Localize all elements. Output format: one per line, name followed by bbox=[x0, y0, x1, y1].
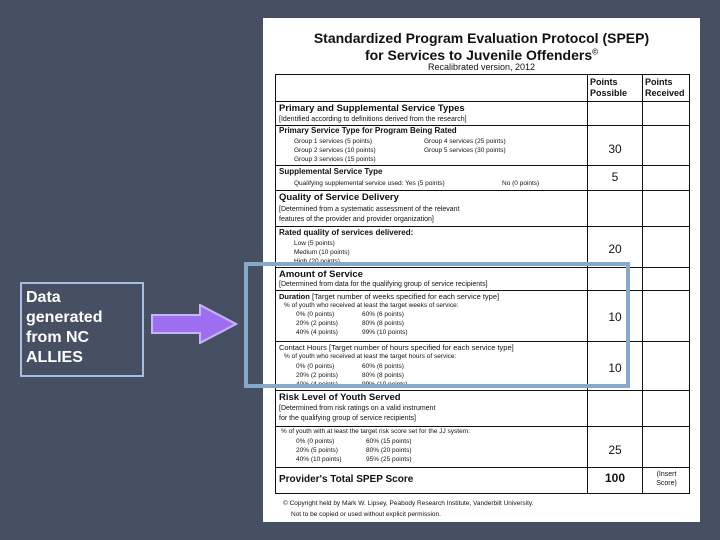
section-primary-note: [Identified according to definitions derived from the research] bbox=[279, 116, 467, 123]
section-quality-title: Quality of Service Delivery bbox=[279, 192, 399, 203]
supplemental-line: Qualifying supplemental service used: Yes (5 points) bbox=[294, 180, 445, 187]
contact-item: 40% (4 points) bbox=[296, 381, 338, 388]
amount-of-service-highlight bbox=[244, 262, 630, 388]
contact-item: 80% (8 points) bbox=[362, 372, 404, 379]
row-divider bbox=[276, 390, 689, 391]
document-title: Standardized Program Evaluation Protocol (SPEP) bbox=[313, 30, 650, 46]
quality-item: Medium (10 points) bbox=[294, 249, 350, 256]
contact-item: 60% (6 points) bbox=[362, 363, 404, 370]
row-divider bbox=[276, 467, 689, 468]
row-divider bbox=[276, 226, 689, 227]
document-subtitle bbox=[263, 47, 700, 63]
column-divider bbox=[642, 75, 643, 493]
supplemental-title: Supplemental Service Type bbox=[279, 167, 383, 176]
duration-points: 10 bbox=[608, 310, 622, 324]
group-item: Group 2 services (10 points) bbox=[294, 147, 376, 154]
risk-note: [Determined from risk ratings on a valid instrument bbox=[279, 405, 436, 412]
copyright-line: © Copyright held by Mark W. Lipsey, Peabody Research Institute, Vanderbilt University. bbox=[283, 500, 534, 507]
section-amount-title: Amount of Service bbox=[279, 269, 363, 280]
row-divider bbox=[276, 165, 689, 166]
risk-sub: % of youth with at least the target risk score set for the JJ system: bbox=[281, 428, 470, 435]
row-divider bbox=[276, 426, 689, 427]
contact-points: 10 bbox=[608, 361, 622, 375]
risk-note: for the qualifying group of service recipients] bbox=[279, 415, 416, 422]
group-item: Group 1 services (5 points) bbox=[294, 138, 373, 145]
supplemental-no: No (0 points) bbox=[502, 180, 540, 187]
contact-note: [Target number of hours specified for each service type] bbox=[329, 343, 514, 352]
permission-line: Not to be copied or used without explicit permission. bbox=[291, 511, 441, 518]
risk-item: 80% (20 points) bbox=[366, 447, 412, 454]
insert-score: (Insert Score) bbox=[656, 471, 677, 487]
section-risk-title: Risk Level of Youth Served bbox=[279, 392, 401, 403]
total-points: 100 bbox=[604, 471, 626, 485]
primary-points: 30 bbox=[608, 142, 622, 156]
quality-item: Low (5 points) bbox=[294, 240, 335, 247]
arrow-shape bbox=[152, 305, 236, 343]
contact-sub: % of youth who received at least the target hours of service: bbox=[284, 353, 457, 360]
risk-points: 25 bbox=[608, 443, 622, 457]
contact-item: 0% (0 points) bbox=[296, 363, 335, 370]
header-points-possible: Points Possible bbox=[590, 77, 628, 98]
copyright-mark: © bbox=[592, 47, 599, 57]
annotation-box: Data generated from NC ALLIES bbox=[20, 282, 144, 377]
total-label: Provider's Total SPEP Score bbox=[279, 474, 414, 485]
risk-item: 20% (5 points) bbox=[296, 447, 338, 454]
quality-subtitle: Rated quality of services delivered: bbox=[279, 228, 414, 237]
quality-points: 20 bbox=[608, 242, 622, 256]
duration-note: [Target number of weeks specified for each service type] bbox=[311, 292, 500, 301]
subtitle-text: for Services to Juvenile Offenders bbox=[364, 47, 593, 63]
supplemental-points: 5 bbox=[611, 170, 619, 184]
row-divider bbox=[276, 101, 689, 102]
row-divider bbox=[276, 190, 689, 191]
group-item: Group 5 services (30 points) bbox=[424, 147, 506, 154]
right-arrow-icon bbox=[150, 304, 238, 344]
quality-note: features of the provider and provider organization] bbox=[279, 216, 434, 223]
document-version: Recalibrated version, 2012 bbox=[427, 62, 536, 72]
risk-item: 0% (0 points) bbox=[296, 438, 335, 445]
primary-subtitle: Primary Service Type for Program Being Rated bbox=[279, 126, 457, 135]
contact-label: Contact Hours bbox=[279, 343, 327, 352]
risk-item: 95% (25 points) bbox=[366, 456, 412, 463]
quality-note: [Determined from a systematic assessment of the relevant bbox=[279, 206, 460, 213]
duration-label: Duration bbox=[279, 292, 310, 301]
risk-item: 60% (15 points) bbox=[366, 438, 412, 445]
duration-item: 0% (0 points) bbox=[296, 311, 335, 318]
contact-item: 20% (2 points) bbox=[296, 372, 338, 379]
duration-item: 60% (6 points) bbox=[362, 311, 404, 318]
duration-item: 80% (8 points) bbox=[362, 320, 404, 327]
amount-note: [Determined from data for the qualifying group of service recipients] bbox=[279, 281, 488, 288]
group-item: Group 3 services (15 points) bbox=[294, 156, 376, 163]
duration-item: 99% (10 points) bbox=[362, 329, 408, 336]
quality-item: High (20 points) bbox=[294, 258, 340, 265]
duration-sub: % of youth who received at least the target weeks of service: bbox=[284, 302, 459, 309]
duration-item: 40% (4 points) bbox=[296, 329, 338, 336]
contact-item: 99% (10 points) bbox=[362, 381, 408, 388]
duration-item: 20% (2 points) bbox=[296, 320, 338, 327]
risk-item: 40% (10 points) bbox=[296, 456, 342, 463]
section-primary-title: Primary and Supplemental Service Types bbox=[279, 103, 465, 114]
group-item: Group 4 services (25 points) bbox=[424, 138, 506, 145]
header-points-received: Points Received bbox=[645, 77, 685, 98]
